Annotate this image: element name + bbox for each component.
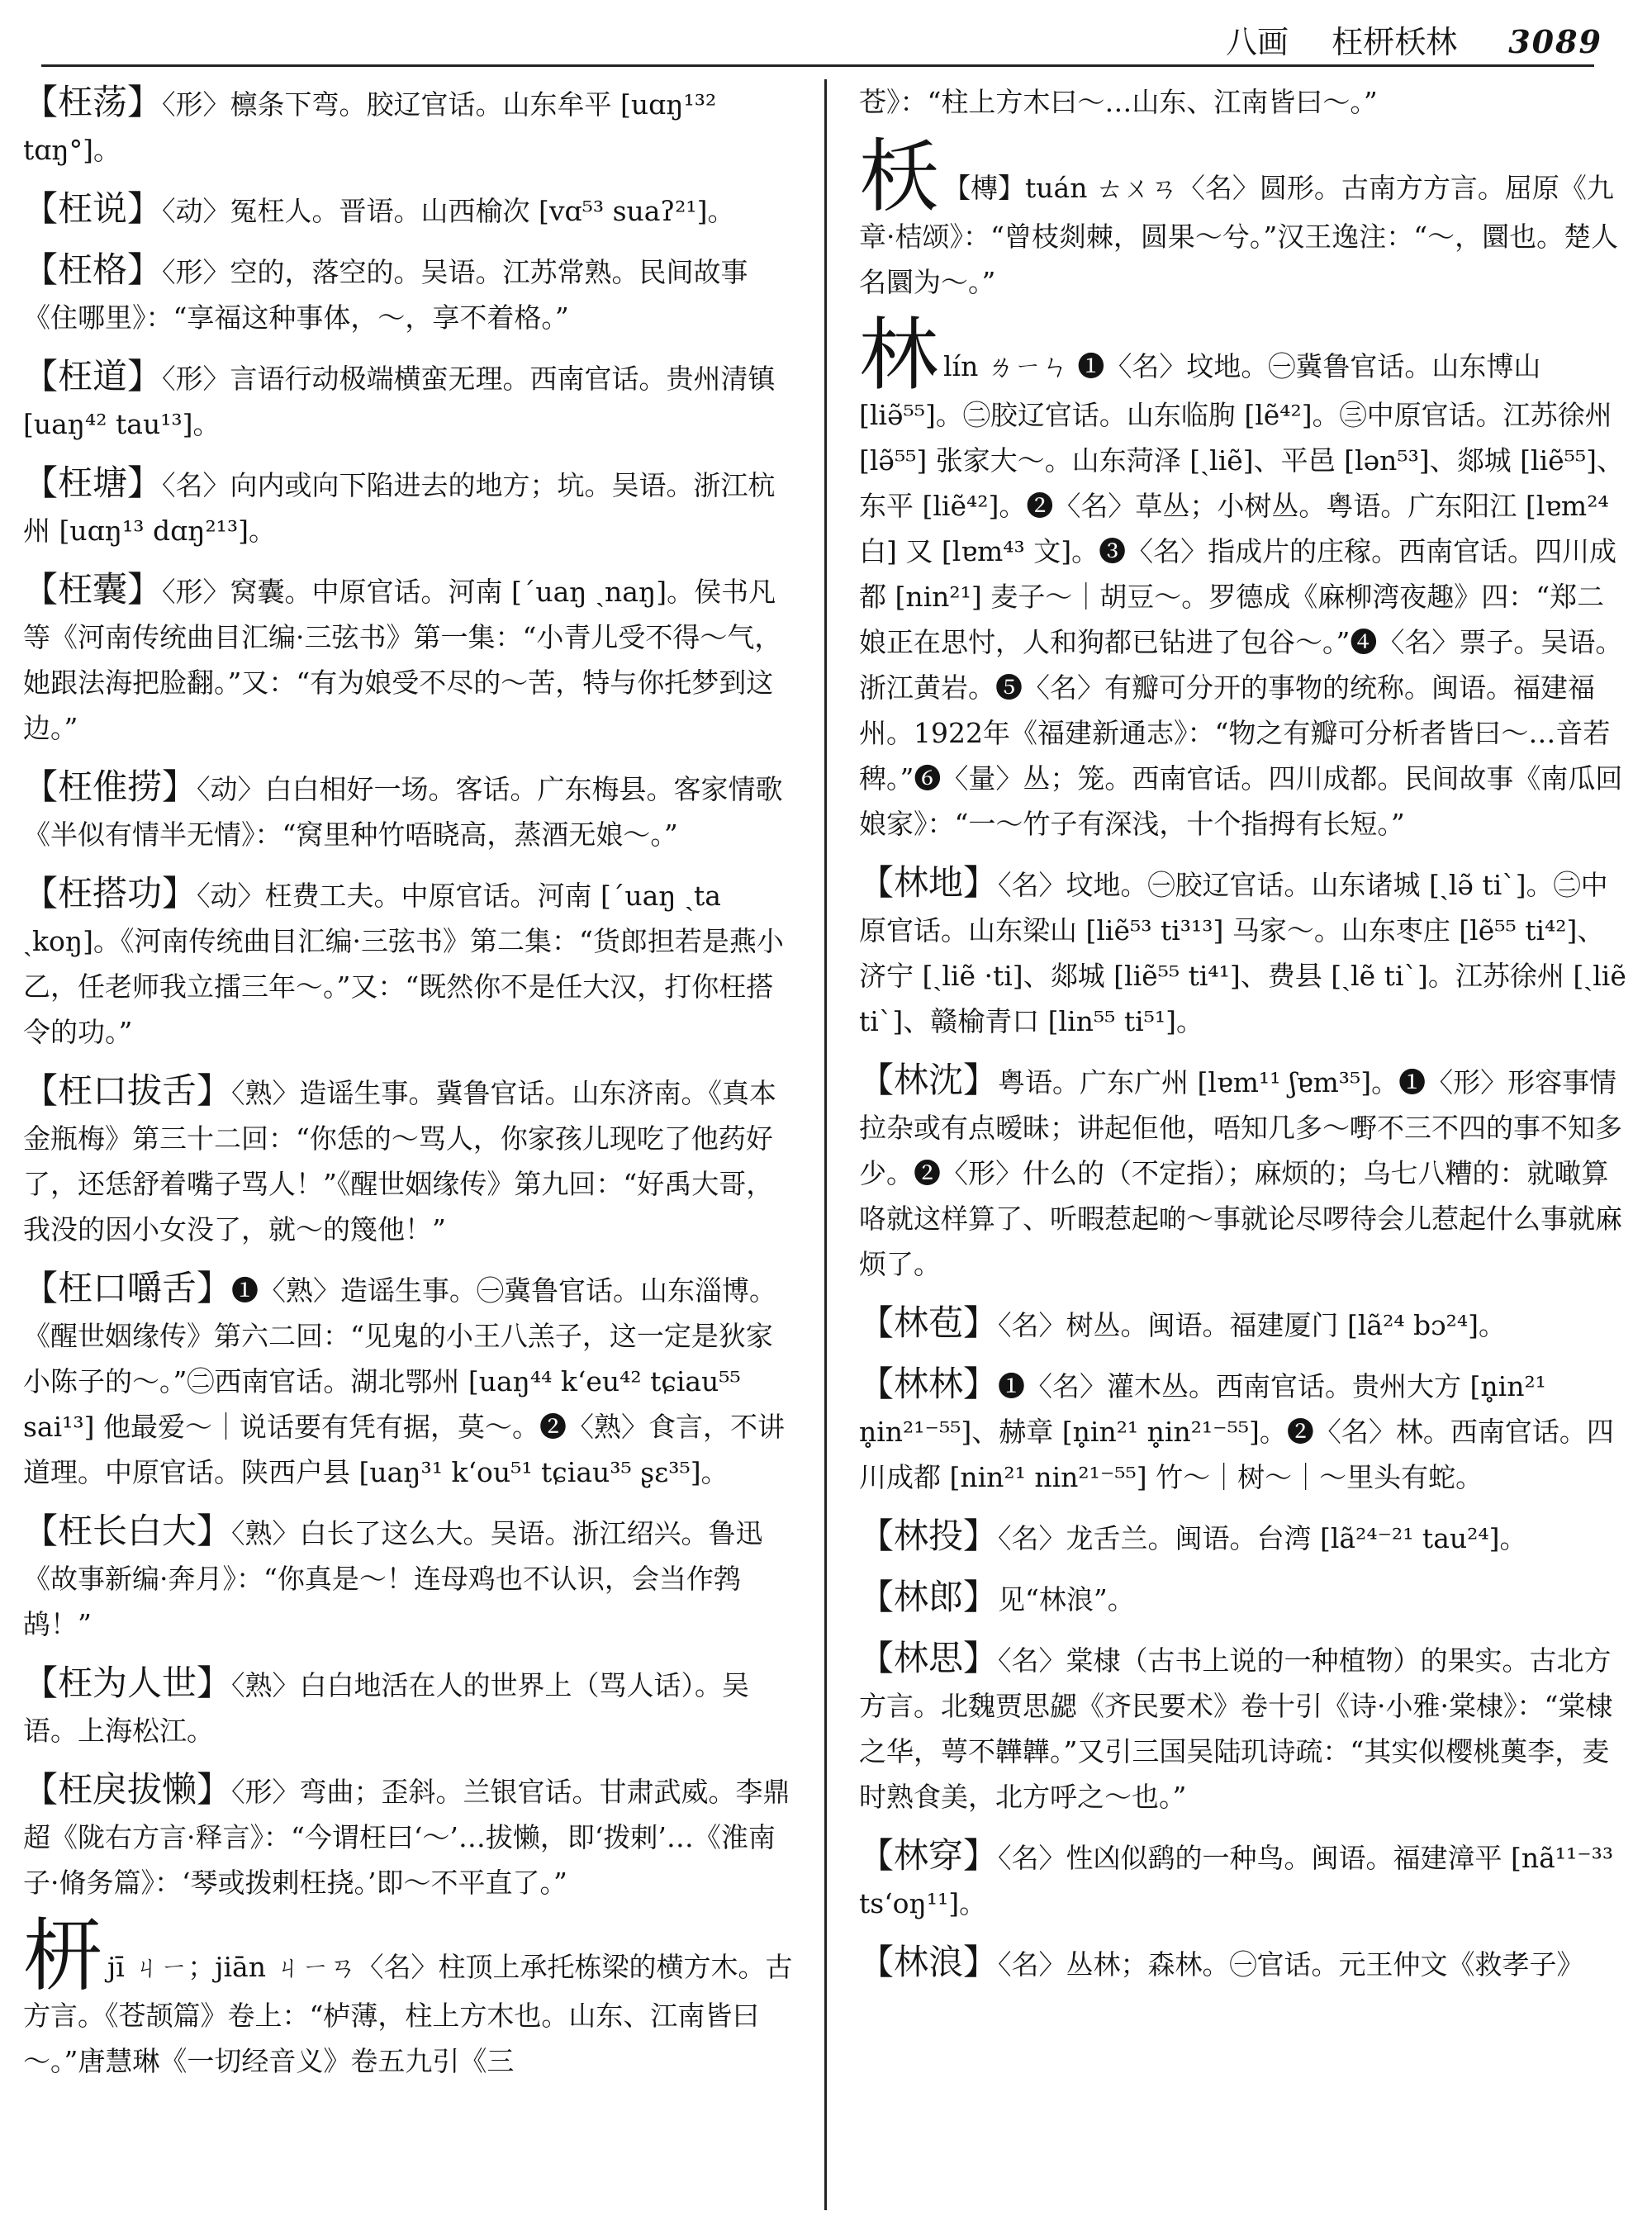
entry-definition: 〈动〉冤枉人。晋语。山西榆次 [vɑ⁵³ suaʔ²¹]。 — [162, 195, 735, 227]
left-column — [23, 79, 798, 2210]
dictionary-entry — [859, 1057, 1629, 1287]
entry-definition: 【槫】tuán ㄊㄨㄢ〈名〉圆形。古南方方言。屈原《九章·桔颂》：“曾枝剡棘，圆果～兮。”汉王逸注：“～，圜也。楚人名圜为～。” — [859, 172, 1619, 298]
dictionary-entry — [23, 1660, 798, 1753]
entry-definition: 粤语。广东广州 [lɐm¹¹ ʃɐm³⁵]。❶〈形〉形容事情拉杂或有点暧昧；讲起佢他，唔知几多～嘢不三不四的事不知多少。❷〈形〉什么的（不定指）；麻烦的；乌七八糟的：就噉算咯就这样算了、听暇惹起啲～事就论尽啰待会儿惹起什么事就麻烦了。 — [859, 1066, 1622, 1280]
page-header — [1226, 17, 1602, 62]
entry-headword: 【林林】 — [859, 1364, 999, 1404]
dictionary-entry — [23, 567, 798, 751]
entry-headword: 【林思】 — [859, 1638, 999, 1678]
entry-headword: 【林沈】 — [859, 1060, 999, 1100]
dictionary-entry — [23, 871, 798, 1055]
entry-definition: 〈动〉枉费工夫。中原官话。河南 [ˊuaŋ ˏta ˏkoŋ]。《河南传统曲目汇编·三弦书》第二集：“货郎担若是燕小乙，任老师我立擂三年～。”又：“既然你不是任大汉，打你枉搭令的功。” — [23, 880, 784, 1048]
entry-headword: 【林郎】 — [859, 1577, 999, 1617]
entry-definition: 〈熟〉造谣生事。冀鲁官话。山东济南。《真本金瓶梅》第三十二回：“你恁的～骂人，你家孩儿现吃了他药好了，还恁舒着嘴子骂人！”《醒世姻缘传》第九回：“好禹大哥，我没的因小女没了，就～的篾他！” — [23, 1077, 777, 1245]
dictionary-entry — [859, 1361, 1629, 1500]
entry-headword: 【枉塘】 — [23, 463, 163, 503]
entry-headword: 【枉口拔舌】 — [23, 1070, 232, 1111]
entry-headword: 【枉口嚼舌】 — [23, 1268, 232, 1308]
entry-headword: 【枉囊】 — [23, 569, 163, 610]
entry-definition: 苍》：“柱上方木曰～…山东、江南皆曰～。” — [859, 86, 1378, 118]
entry-definition: 〈名〉丛林；森林。㊀官话。元王仲文《救孝子》 — [998, 1948, 1584, 1981]
entry-headword: 【枉为人世】 — [23, 1663, 232, 1703]
dictionary-entry — [23, 764, 798, 857]
dictionary-entry — [859, 130, 1629, 305]
page-number: 3089 — [1508, 23, 1602, 60]
dictionary-entry — [23, 1265, 798, 1495]
dictionary-entry — [23, 353, 798, 447]
entry-definition: 〈熟〉白白地活在人的世界上（骂人话）。吴语。上海松江。 — [23, 1669, 750, 1747]
dictionary-entry — [859, 1300, 1629, 1348]
entry-headword: 【林投】 — [859, 1516, 999, 1556]
entry-definition: ❶〈名〉灌木丛。西南官话。贵州大方 [n̥in²¹ n̥in²¹⁻⁵⁵]、赫章 [n̥in²¹ n̥in²¹⁻⁵⁵]。❷〈名〉林。西南官话。四川成都 [nin²¹ nin²¹⁻⁵⁵] 竹～｜树～｜～里头有蛇。 — [859, 1370, 1614, 1493]
entry-definition: lín ㄌㄧㄣ ❶〈名〉坟地。㊀冀鲁官话。山东博山 [liə̃⁵⁵]。㊁胶辽官话。山东临朐 [lẽ⁴²]。㊂中原官话。江苏徐州 [lə̃⁵⁵] 张家大～。山东菏泽 [ˏliẽ]、平邑 [lən⁵³]、郯城 [liẽ⁵⁵]、东平 [liẽ⁴²]。❷〈名〉草丛；小树丛。粤语。广东阳江 [lɐm²⁴白] 又 [lɐm⁴³ 文]。❸〈名〉指成片的庄稼。西南官话。四川成都 [nin²¹] 麦子～｜胡豆～。罗德成《麻柳湾夜趣》四：“郑二娘正在思忖，人和狗都已钻进了包谷～。”❹〈名〉票子。吴语。浙江黄岩。❺〈名〉有瓣可分开的事物的统称。闽语。福建福州。1922年《福建新通志》：“物之有瓣可分析者皆曰～…音若稗。”❻〈量〉丛；笼。西南官话。四川成都。民间故事《南瓜回娘家》：“一～竹子有深浅，十个指拇有长短。” — [859, 350, 1625, 840]
entry-definition: 〈名〉龙舌兰。闽语。台湾 [lã²⁴⁻²¹ tau²⁴]。 — [998, 1522, 1527, 1554]
entry-definition: 〈形〉弯曲；歪斜。兰银官话。甘肃武威。李鼎超《陇右方言·释言》：“今谓枉曰‘～’…拔懒，即‘拨剌’…《淮南子·脩务篇》：‘琴或拨剌枉挠。’即～不平直了。” — [23, 1776, 790, 1899]
entry-definition: 〈名〉坟地。㊀胶辽官话。山东诸城 [ˏlə̃ tiˋ]。㊁中原官话。山东梁山 [liẽ⁵³ ti³¹³] 马家～。山东枣庄 [lẽ⁵⁵ ti⁴²]、济宁 [ˏliẽ ·ti]、郯城 [liẽ⁵⁵ ti⁴¹]、费县 [ˏlẽ tiˋ]。江苏徐州 [ˏliẽ tiˋ]、赣榆青口 [lin⁵⁵ ti⁵¹]。 — [859, 869, 1626, 1037]
entry-definition: 〈形〉窝囊。中原官话。河南 [ˊuaŋ ˏnaŋ]。侯书凡等《河南传统曲目汇编·三弦书》第一集：“小青儿受不得～气，她跟法海把脸翻。”又：“有为娘受不尽的～苦，特与你托梦到这边。” — [23, 576, 782, 744]
dictionary-entry — [23, 186, 798, 234]
dictionary-entry — [859, 1939, 1629, 1987]
dictionary-entry — [23, 79, 798, 173]
dictionary-entry — [23, 1508, 798, 1647]
entry-definition: ❶〈熟〉造谣生事。㊀冀鲁官话。山东淄博。《醒世姻缘传》第六二回：“见鬼的小王八羔子，这一定是狄家小陈子的～。”㊁西南官话。湖北鄂州 [uaŋ⁴⁴ kʻeu⁴² tɕiau⁵⁵ sai¹³] 他最爱～｜说话要有凭有据，莫～。❷〈熟〉食言，不讲道理。中原官话。陕西户县 [uaŋ³¹ kʻou⁵¹ tɕiau³⁵ ʂɛ³⁵]。 — [23, 1274, 785, 1488]
entry-definition: 〈名〉向内或向下陷进去的地方；坑。吴语。浙江杭州 [uɑŋ¹³ dɑŋ²¹³]。 — [23, 469, 776, 547]
entry-definition: 〈形〉空的，落空的。吴语。江苏常熟。民间故事《住哪里》：“享福这种事体，～，享不着格。” — [23, 256, 748, 334]
entry-headword: 【林穿】 — [859, 1835, 999, 1876]
entry-headword: 【林苞】 — [859, 1302, 999, 1343]
dictionary-entry — [859, 1574, 1629, 1622]
dictionary-entry — [23, 1910, 798, 2084]
dictionary-entry — [859, 309, 1629, 847]
dictionary-entry — [859, 79, 1629, 125]
entry-definition: 〈动〉白白相好一场。客话。广东梅县。客家情歌《半似有情半无情》：“窝里种竹唔晓高，蒸酒无娘～。” — [23, 773, 783, 851]
dictionary-entry — [859, 1833, 1629, 1926]
entry-headword: 【枉戾拔懒】 — [23, 1769, 232, 1810]
header-chars: 枉枅枖林 — [1332, 24, 1458, 60]
entry-definition: jī ㄐㄧ；jiān ㄐㄧㄢ〈名〉柱顶上承托栋梁的横方木。古方言。《苍颉篇》卷上：“栌薄，柱上方木也。山东、江南皆曰～。”唐慧琳《一切经音义》卷五九引《三 — [23, 1951, 793, 2077]
entry-headword: 【枉格】 — [23, 249, 163, 290]
column-divider — [824, 79, 827, 2210]
dictionary-entry — [859, 1513, 1629, 1561]
entry-headword: 【林浪】 — [859, 1942, 999, 1982]
entry-headword: 【枉道】 — [23, 356, 163, 396]
entry-definition: 〈名〉性凶似鹞的一种鸟。闽语。福建漳平 [nã¹¹⁻³³ tsʻoŋ¹¹]。 — [859, 1842, 1614, 1919]
entry-definition: 〈名〉树丛。闽语。福建厦门 [lã²⁴ bɔ²⁴]。 — [998, 1309, 1506, 1341]
header-section: 八画 — [1226, 24, 1289, 60]
dictionary-entry — [23, 460, 798, 553]
dictionary-entry — [23, 1068, 798, 1252]
header-rule — [41, 64, 1594, 67]
entry-headword: 枅 — [23, 1910, 102, 2002]
right-column — [859, 79, 1629, 2210]
dictionary-entry — [859, 860, 1629, 1044]
dictionary-entry — [23, 247, 798, 340]
entry-headword: 【枉搭功】 — [23, 873, 197, 913]
entry-headword: 林 — [859, 309, 938, 401]
entry-definition: 〈形〉檩条下弯。胶辽官话。山东牟平 [uɑŋ¹³² tɑŋ°]。 — [23, 88, 717, 166]
entry-headword: 枖 — [859, 130, 938, 223]
entry-headword: 【枉长白大】 — [23, 1511, 232, 1551]
entry-definition: 〈名〉棠棣（古书上说的一种植物）的果实。古北方方言。北魏贾思勰《齐民要术》卷十引《诗·小雅·棠棣》：“棠棣之华，萼不韡韡。”又引三国吴陆玑诗疏：“其实似樱桃薁李，麦时熟食美，北方呼之～也。” — [859, 1644, 1613, 1813]
entry-headword: 【枉荡】 — [23, 82, 163, 122]
entry-definition: 〈形〉言语行动极端横蛮无理。西南官话。贵州清镇 [uaŋ⁴² tau¹³]。 — [23, 363, 776, 440]
entry-headword: 【枉说】 — [23, 188, 163, 229]
entry-definition: 见“林浪”。 — [998, 1583, 1135, 1616]
dictionary-entry — [859, 1635, 1629, 1820]
entry-headword: 【枉倠捞】 — [23, 766, 197, 807]
entry-headword: 【林地】 — [859, 862, 999, 903]
dictionary-entry — [23, 1767, 798, 1905]
entry-definition: 〈熟〉白长了这么大。吴语。浙江绍兴。鲁迅《故事新编·奔月》：“你真是～！连母鸡也不认识，会当作鹁鸪！” — [23, 1517, 763, 1640]
